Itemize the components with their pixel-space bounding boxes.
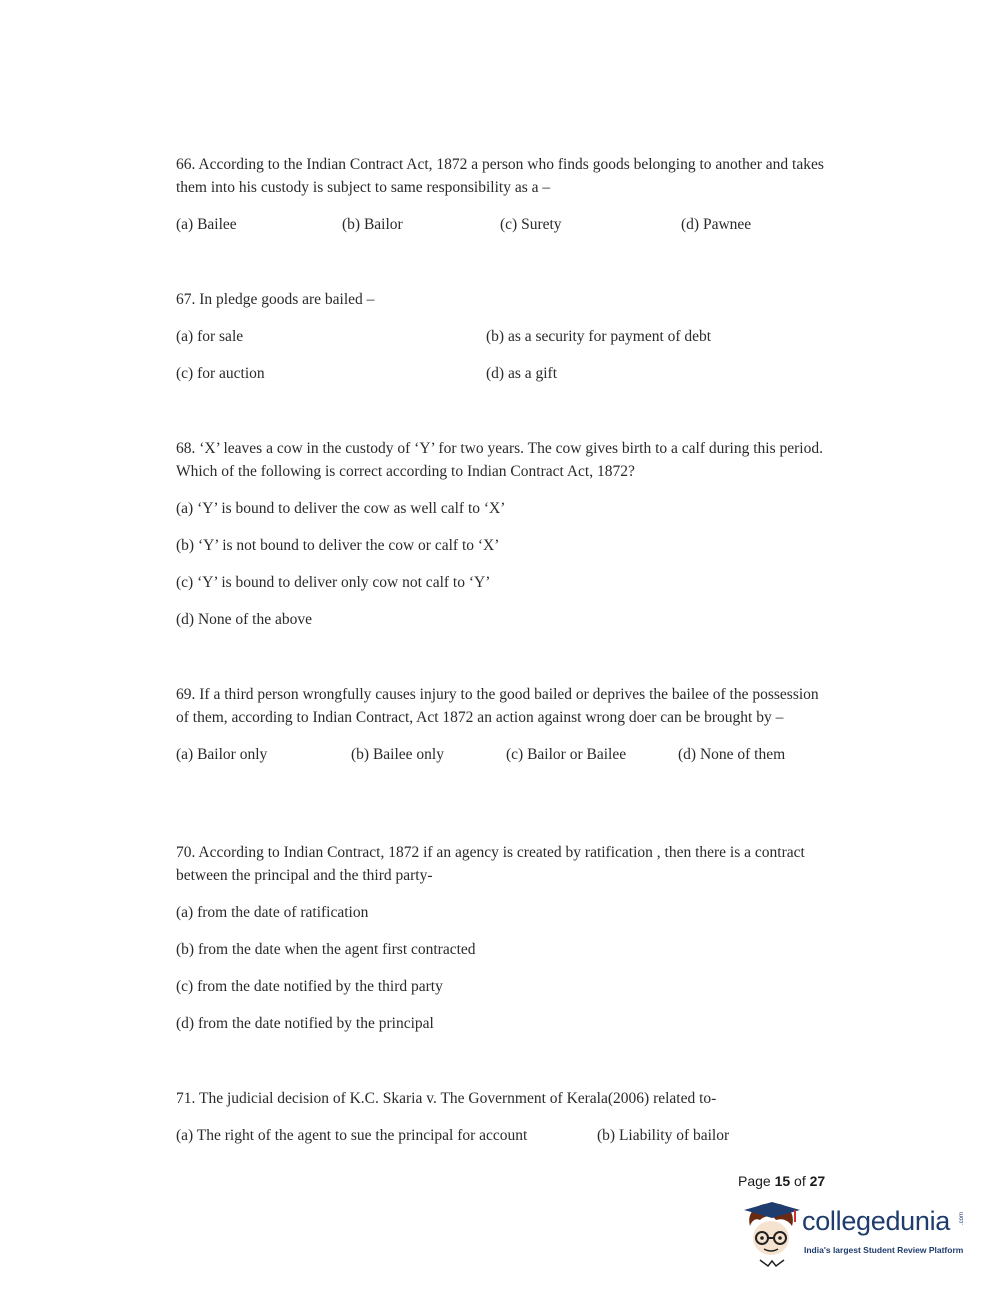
page-of: of (790, 1173, 810, 1189)
option-d: (d) from the date notified by the principal (176, 1015, 434, 1032)
question-stem: 69. If a third person wrongfully causes injury to the good bailed or deprives the bailee of the possession of them, according to Indian Contract, Act 1872 an action against wrong doer can be brought by – (176, 686, 819, 726)
option-a: (a) Bailee (176, 216, 237, 233)
option-c: (c) ‘Y’ is bound to deliver only cow not calf to ‘Y’ (176, 574, 491, 591)
option-b: (b) Liability of bailor (597, 1127, 730, 1144)
option-b: (b) Bailor (342, 216, 403, 233)
option-c: (c) Bailor or Bailee (506, 746, 627, 763)
page-current: 15 (774, 1173, 791, 1189)
collegedunia-logo (742, 1198, 972, 1268)
options-row (176, 325, 826, 348)
question-stem: 66. According to the Indian Contract Act, 1872 a person who finds goods belonging to another and takes them into his custody is subject to same responsibility as a – (176, 156, 824, 196)
option-c: (c) from the date notified by the third party (176, 978, 443, 995)
question-stem: 70. According to Indian Contract, 1872 if an agency is created by ratification , then there is a contract between the principal and the third party- (176, 844, 805, 884)
options-row (176, 743, 831, 766)
question-71 (176, 1087, 831, 1147)
option-a: (a) Bailor only (176, 746, 268, 763)
option-a: (a) for sale (176, 328, 244, 345)
option-b: (b) Bailee only (351, 746, 444, 763)
logo-wordmark: collegedunia (802, 1206, 951, 1236)
logo-com: .com (959, 1212, 965, 1226)
options-row (176, 1124, 831, 1147)
question-stem: 68. ‘X’ leaves a cow in the custody of ‘Y’ for two years. The cow gives birth to a calf during this period. Which of the following is correct according to Indian Contract Act, 1872? (176, 440, 823, 480)
question-67 (176, 288, 826, 385)
option-a: (a) from the date of ratification (176, 904, 369, 921)
option-b: (b) from the date when the agent first contracted (176, 941, 476, 958)
logo-tagline: India's largest Student Review Platform (804, 1245, 964, 1255)
options-row (176, 213, 826, 236)
option-d: (d) None of them (678, 746, 786, 763)
question-stem: 67. In pledge goods are bailed – (176, 291, 375, 308)
question-66 (176, 153, 826, 236)
option-b: (b) ‘Y’ is not bound to deliver the cow or calf to ‘X’ (176, 537, 500, 554)
page-total: 27 (809, 1173, 826, 1189)
question-70 (176, 841, 831, 1035)
option-a: (a) The right of the agent to sue the principal for account (176, 1127, 528, 1144)
page-prefix: Page (738, 1173, 775, 1189)
option-d: (d) as a gift (486, 365, 558, 382)
question-68 (176, 437, 831, 631)
collegedunia-mascot-icon (742, 1198, 802, 1268)
options-row (176, 362, 826, 385)
page-number (738, 1173, 825, 1189)
question-stem: 71. The judicial decision of K.C. Skaria v. The Government of Kerala(2006) related to- (176, 1090, 717, 1107)
option-d: (d) Pawnee (681, 216, 752, 233)
option-a: (a) ‘Y’ is bound to deliver the cow as well calf to ‘X’ (176, 500, 506, 517)
option-c: (c) Surety (500, 216, 562, 233)
option-c: (c) for auction (176, 365, 265, 382)
question-69 (176, 683, 831, 766)
option-d: (d) None of the above (176, 611, 313, 628)
option-b: (b) as a security for payment of debt (486, 328, 712, 345)
